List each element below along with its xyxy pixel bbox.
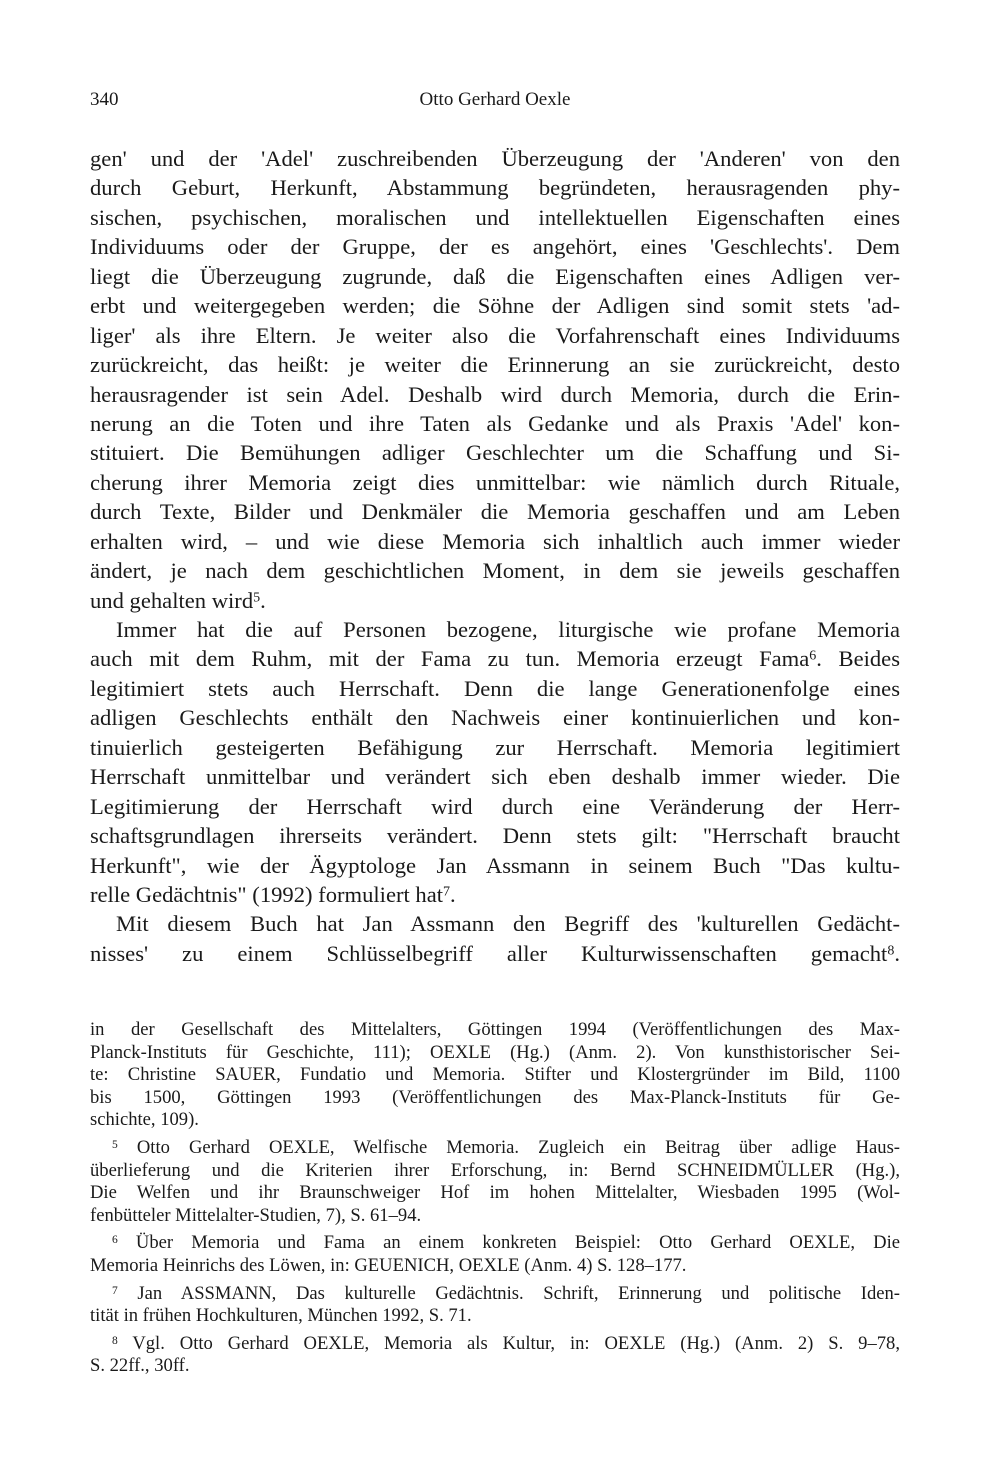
- footnotes: [90, 1019, 900, 1378]
- text-line: Herkunft", wie der Ägyptologe Jan Assmann in seinem Buch "Das kultu-: [90, 852, 900, 878]
- text-line: [90, 939, 900, 968]
- text-line: schaftsgrundlagen ihrerseits verändert. Denn stets gilt: "Herrschaft braucht: [90, 823, 900, 849]
- text-line: durch Geburt, Herkunft, Abstammung begründeten, herausragenden phy-: [90, 175, 900, 201]
- text-line: gen' und der 'Adel' zuschreibenden Überzeugung der 'Anderen' von den: [90, 146, 900, 171]
- footnote-number: 8: [112, 1334, 118, 1347]
- footnote-ref[interactable]: 5: [253, 590, 261, 606]
- footnote-line: [90, 1333, 900, 1356]
- text-line: erbt und weitergegeben werden; die Söhne der Adligen sind somit stets 'ad-: [90, 293, 900, 319]
- running-title: Otto Gerhard Oexle: [419, 89, 571, 110]
- text-line: herausragender ist sein Adel. Deshalb wird durch Memoria, durch die Erin-: [90, 381, 900, 407]
- text-line: zurückreicht, das heißt: je weiter die Erinnerung an sie zurückreicht, desto: [90, 352, 900, 378]
- text-fragment: . Beides: [816, 646, 900, 672]
- text-line: stituiert. Die Bemühungen adliger Geschlechter um die Schaffung und Si-: [90, 440, 900, 466]
- footnote-line: S. 22ff., 30ff.: [90, 1355, 190, 1377]
- text-fragment: .: [894, 940, 900, 966]
- footnote-line: Memoria Heinrichs des Löwen, in: GEUENICH, OEXLE (Anm. 4) S. 128–177.: [90, 1254, 687, 1276]
- footnote-line: [90, 1283, 900, 1306]
- footnote-ref[interactable]: 6: [809, 649, 817, 665]
- text-line: Legitimierung der Herrschaft wird durch eine Veränderung der Herr-: [90, 793, 900, 819]
- footnote-line: tität in frühen Hochkulturen, München 1992, S. 71.: [90, 1305, 472, 1327]
- footnote-ref[interactable]: 8: [887, 943, 895, 959]
- text-line: [90, 644, 900, 673]
- footnote-number: 5: [112, 1138, 118, 1151]
- text-line: tinuierlich gesteigerten Befähigung zur Herrschaft. Memoria legitimiert: [90, 734, 900, 760]
- footnote-line: in der Gesellschaft des Mittelalters, Göttingen 1994 (Veröffentlichungen des Max-: [90, 1019, 900, 1040]
- text-line: cherung ihrer Memoria zeigt dies unmittelbar: wie nämlich durch Rituale,: [90, 469, 900, 495]
- text-line: [90, 586, 900, 615]
- footnote-line: fenbütteler Mittelalter-Studien, 7), S. 61–94.: [90, 1204, 422, 1226]
- footnote-line: überlieferung und die Kriterien ihrer Erforschung, in: Bernd SCHNEIDMÜLLER (Hg.),: [90, 1159, 900, 1181]
- text-line: adligen Geschlechts enthält den Nachweis einer kontinuierlichen und kon-: [90, 705, 900, 731]
- text-fragment: .: [260, 587, 266, 613]
- text-fragment: .: [450, 881, 456, 907]
- footnote-line: Planck-Instituts für Geschichte, 111); OEXLE (Hg.) (Anm. 2). Von kunsthistorischer Sei-: [90, 1041, 900, 1063]
- text-line: Individuums oder der Gruppe, der es angehört, eines 'Geschlechts'. Dem: [90, 234, 900, 260]
- footnote-line: [90, 1137, 900, 1160]
- page-number: 340: [90, 89, 119, 110]
- text-fragment: und gehalten wird: [90, 587, 254, 613]
- text-fragment: Otto Gerhard OEXLE, Welfische Memoria. Zugleich ein Beitrag über adlige Haus-: [136, 1136, 900, 1158]
- text-line: Mit diesem Buch hat Jan Assmann den Begriff des 'kulturellen Gedächt-: [116, 911, 900, 937]
- text-fragment: Vgl. Otto Gerhard OEXLE, Memoria als Kultur, in: OEXLE (Hg.) (Anm. 2) S. 9–78,: [132, 1332, 900, 1354]
- footnote-number: 6: [112, 1234, 118, 1247]
- text-line: liger' als ihre Eltern. Je weiter also die Vorfahrenschaft eines Individuums: [90, 322, 900, 348]
- text-fragment: nisses' zu einem Schlüsselbegriff aller Kulturwissenschaften gemacht: [90, 940, 888, 966]
- text-line: ändert, je nach dem geschichtlichen Moment, in dem sie jeweils geschaffen: [90, 558, 900, 584]
- footnote-number: 7: [112, 1284, 118, 1297]
- text-line: nerung an die Toten und ihre Taten als Gedanke und als Praxis 'Adel' kon-: [90, 410, 900, 436]
- footnote-line: [90, 1232, 900, 1255]
- text-line: legitimiert stets auch Herrschaft. Denn die lange Generationenfolge eines: [90, 675, 900, 701]
- text-fragment: Jan ASSMANN, Das kulturelle Gedächtnis. Schrift, Erinnerung und politische Iden-: [137, 1282, 900, 1304]
- text-line: Immer hat die auf Personen bezogene, liturgische wie profane Memoria: [116, 617, 900, 642]
- footnote-line: bis 1500, Göttingen 1993 (Veröffentlichungen des Max-Planck-Instituts für Ge-: [90, 1086, 900, 1108]
- footnote-line: Die Welfen und ihr Braunschweiger Hof im hohen Mittelalter, Wiesbaden 1995 (Wol-: [90, 1182, 900, 1204]
- text-line: durch Texte, Bilder und Denkmäler die Memoria geschaffen und am Leben: [90, 499, 900, 525]
- text-line: erhalten wird, – und wie diese Memoria sich inhaltlich auch immer wieder: [90, 528, 900, 554]
- running-head: [90, 89, 900, 117]
- footnote-ref[interactable]: 7: [443, 884, 451, 900]
- footnote-line: schichte, 109).: [90, 1109, 199, 1131]
- text-line: [90, 880, 900, 909]
- text-fragment: Über Memoria und Fama an einem konkreten Beispiel: Otto Gerhard OEXLE, Die: [135, 1232, 900, 1254]
- main-text: [90, 144, 900, 968]
- text-line: liegt die Überzeugung zugrunde, daß die Eigenschaften eines Adligen ver-: [90, 263, 900, 289]
- text-fragment: auch mit dem Ruhm, mit der Fama zu tun. Memoria erzeugt Fama: [90, 646, 810, 672]
- footnote-line: te: Christine SAUER, Fundatio und Memoria. Stifter und Klostergründer im Bild, 1100: [90, 1064, 900, 1086]
- text-line: Herrschaft unmittelbar und verändert sich eben deshalb immer wieder. Die: [90, 764, 900, 790]
- text-fragment: relle Gedächtnis" (1992) formuliert hat: [90, 881, 444, 907]
- text-line: sischen, psychischen, moralischen und intellektuellen Eigenschaften eines: [90, 204, 900, 230]
